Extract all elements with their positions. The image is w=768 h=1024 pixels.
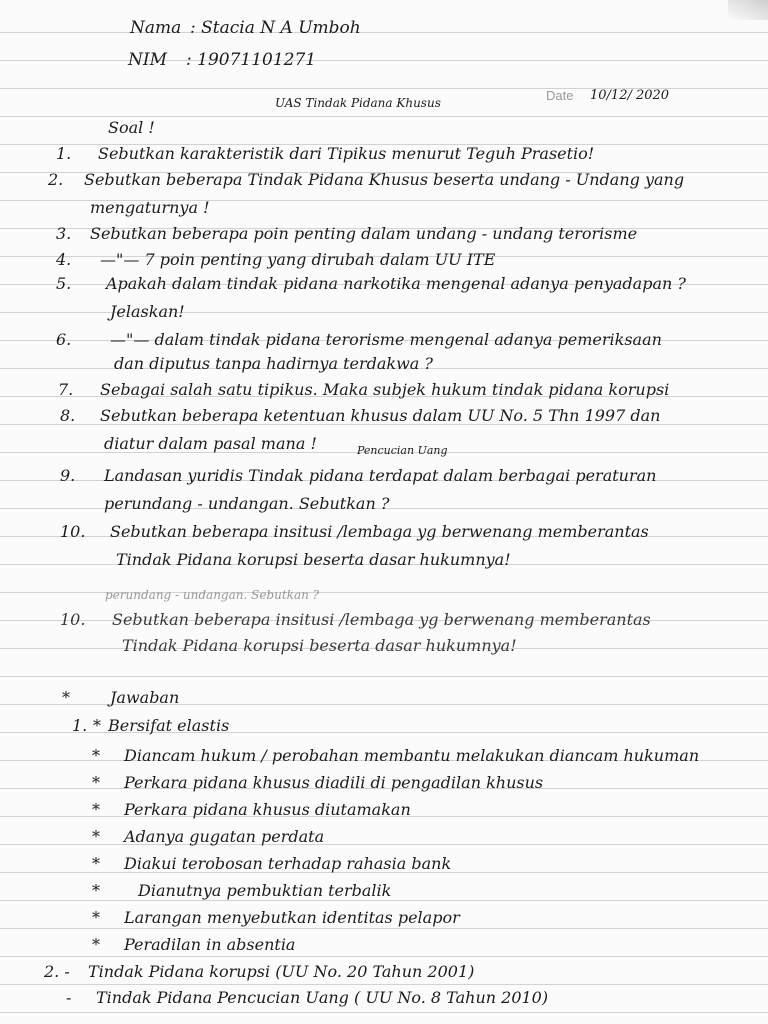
answer1-item-text: Peradilan in absentia <box>124 935 296 954</box>
soal-heading: Soal ! <box>108 118 155 137</box>
question-text: diatur dalam pasal mana ! <box>104 434 317 453</box>
question-line <box>0 402 768 430</box>
question-text: Sebutkan beberapa insitusi /lembaga yg berwenang memberantas <box>110 522 649 541</box>
question-number: 4. <box>56 250 72 269</box>
nim-value: : 19071101271 <box>186 50 317 70</box>
question-line <box>0 140 768 168</box>
question-text: Jelaskan! <box>110 302 185 321</box>
answer1-item-text: Dianutnya pembuktian terbalik <box>138 881 392 900</box>
answer2-text: Tindak Pidana korupsi (UU No. 20 Tahun 2001) <box>88 962 475 981</box>
question-text: Landasan yuridis Tindak pidana terdapat dalam berbagai peraturan <box>104 466 657 485</box>
duplicate-q10-text1: Sebutkan beberapa insitusi /lembaga yg berwenang memberantas <box>112 610 651 629</box>
answer1-item-text: Diakui terobosan terhadap rahasia bank <box>124 854 452 873</box>
duplicate-q10-line2 <box>0 632 768 660</box>
answer1-item <box>0 823 768 851</box>
answer1-item-text: Adanya gugatan perdata <box>124 827 325 846</box>
question-line <box>0 166 768 194</box>
nim-line <box>0 46 768 74</box>
question-line <box>0 546 768 574</box>
question-text: —"— dalam tindak pidana terorisme mengenal adanya pemeriksaan <box>110 330 662 349</box>
question-text: Sebutkan karakteristik dari Tipikus menurut Teguh Prasetio! <box>98 144 595 163</box>
question-line <box>0 298 768 326</box>
question-text: perundang - undangan. Sebutkan ? <box>104 494 390 513</box>
page-title: UAS Tindak Pidana Khusus <box>275 96 441 110</box>
answer1-item <box>0 931 768 959</box>
question-line <box>0 350 768 378</box>
answer1-item-bullet: * <box>92 827 100 846</box>
answer1-item <box>0 742 768 770</box>
answer1-item <box>0 769 768 797</box>
answer1-item-bullet: * <box>92 773 100 792</box>
question-text: Sebutkan beberapa poin penting dalam undang - undang terorisme <box>90 224 638 243</box>
answers-heading: Jawaban <box>110 688 180 707</box>
answer2-text: Tindak Pidana Pencucian Uang ( UU No. 8 Tahun 2010) <box>96 988 549 1007</box>
question-line <box>0 490 768 518</box>
answers-heading-line <box>0 684 768 712</box>
question-line <box>0 462 768 490</box>
duplicate-q10-text2: Tindak Pidana korupsi beserta dasar hukumnya! <box>122 636 517 655</box>
answer1-item <box>0 904 768 932</box>
answer1-item-bullet: * <box>92 935 100 954</box>
answer1-item-text: Perkara pidana khusus diadili di pengadilan khusus <box>124 773 544 792</box>
answer2-item <box>0 984 768 1012</box>
question-line <box>0 270 768 298</box>
nim-label: NIM <box>128 50 167 70</box>
answer1-item-text: Larangan menyebutkan identitas pelapor <box>124 908 460 927</box>
name-line <box>0 14 768 42</box>
answers-star-icon: * <box>62 688 70 707</box>
question-text: mengaturnya ! <box>90 198 210 217</box>
question-text: Sebutkan beberapa ketentuan khusus dalam UU No. 5 Thn 1997 dan <box>100 406 661 425</box>
question-number: 10. <box>60 522 86 541</box>
question-text: Tindak Pidana korupsi beserta dasar hukumnya! <box>116 550 511 569</box>
name-label: Nama <box>130 18 182 38</box>
date-label: Date <box>546 88 574 103</box>
answer1-item-bullet: * <box>92 854 100 873</box>
question-text: Apakah dalam tindak pidana narkotika mengenal adanya penyadapan ? <box>106 274 686 293</box>
answer1-heading: Bersifat elastis <box>108 716 230 735</box>
answer1-num: 1. <box>72 716 88 735</box>
duplicate-fragment: perundang - undangan. Sebutkan ? <box>105 588 320 602</box>
answer1-item-bullet: * <box>92 800 100 819</box>
answer1-heading-line <box>0 712 768 740</box>
answer1-item-bullet: * <box>92 908 100 927</box>
answer2-prefix: 2. - <box>44 962 70 981</box>
date-value: 10/12/ 2020 <box>590 88 670 103</box>
soal-heading-line <box>0 114 768 142</box>
answer1-item <box>0 850 768 878</box>
question-line <box>0 376 768 404</box>
answer1-item-bullet: * <box>92 881 100 900</box>
question-number: 8. <box>60 406 76 425</box>
question-line <box>0 220 768 248</box>
question-text: Sebagai salah satu tipikus. Maka subjek hukum tindak pidana korupsi <box>100 380 670 399</box>
duplicate-q10-num: 10. <box>60 610 86 629</box>
question-number: 5. <box>56 274 72 293</box>
question-text: —"— 7 poin penting yang dirubah dalam UU ITE <box>100 250 496 269</box>
name-value: : Stacia N A Umboh <box>190 18 361 38</box>
question-line <box>0 194 768 222</box>
question-number: 9. <box>60 466 76 485</box>
question-number: 1. <box>56 144 72 163</box>
question-number: 6. <box>56 330 72 349</box>
question-number: 3. <box>56 224 72 243</box>
duplicate-q10-line1 <box>0 606 768 634</box>
answer1-bullet: * <box>93 716 101 735</box>
note-pencucian-uang: Pencucian Uang <box>357 444 448 457</box>
question-number: 2. <box>48 170 64 189</box>
answer1-item-text: Perkara pidana khusus diutamakan <box>124 800 411 819</box>
question-line <box>0 518 768 546</box>
answer1-item <box>0 877 768 905</box>
question-text: Sebutkan beberapa Tindak Pidana Khusus beserta undang - Undang yang <box>84 170 685 189</box>
answer1-item-bullet: * <box>92 746 100 765</box>
answer2-prefix: - <box>66 988 72 1007</box>
answer2-item <box>0 958 768 986</box>
question-text: dan diputus tanpa hadirnya terdakwa ? <box>114 354 433 373</box>
answer1-item <box>0 796 768 824</box>
answer1-item-text: Diancam hukum / perobahan membantu melakukan diancam hukuman <box>124 746 700 765</box>
question-number: 7. <box>58 380 74 399</box>
